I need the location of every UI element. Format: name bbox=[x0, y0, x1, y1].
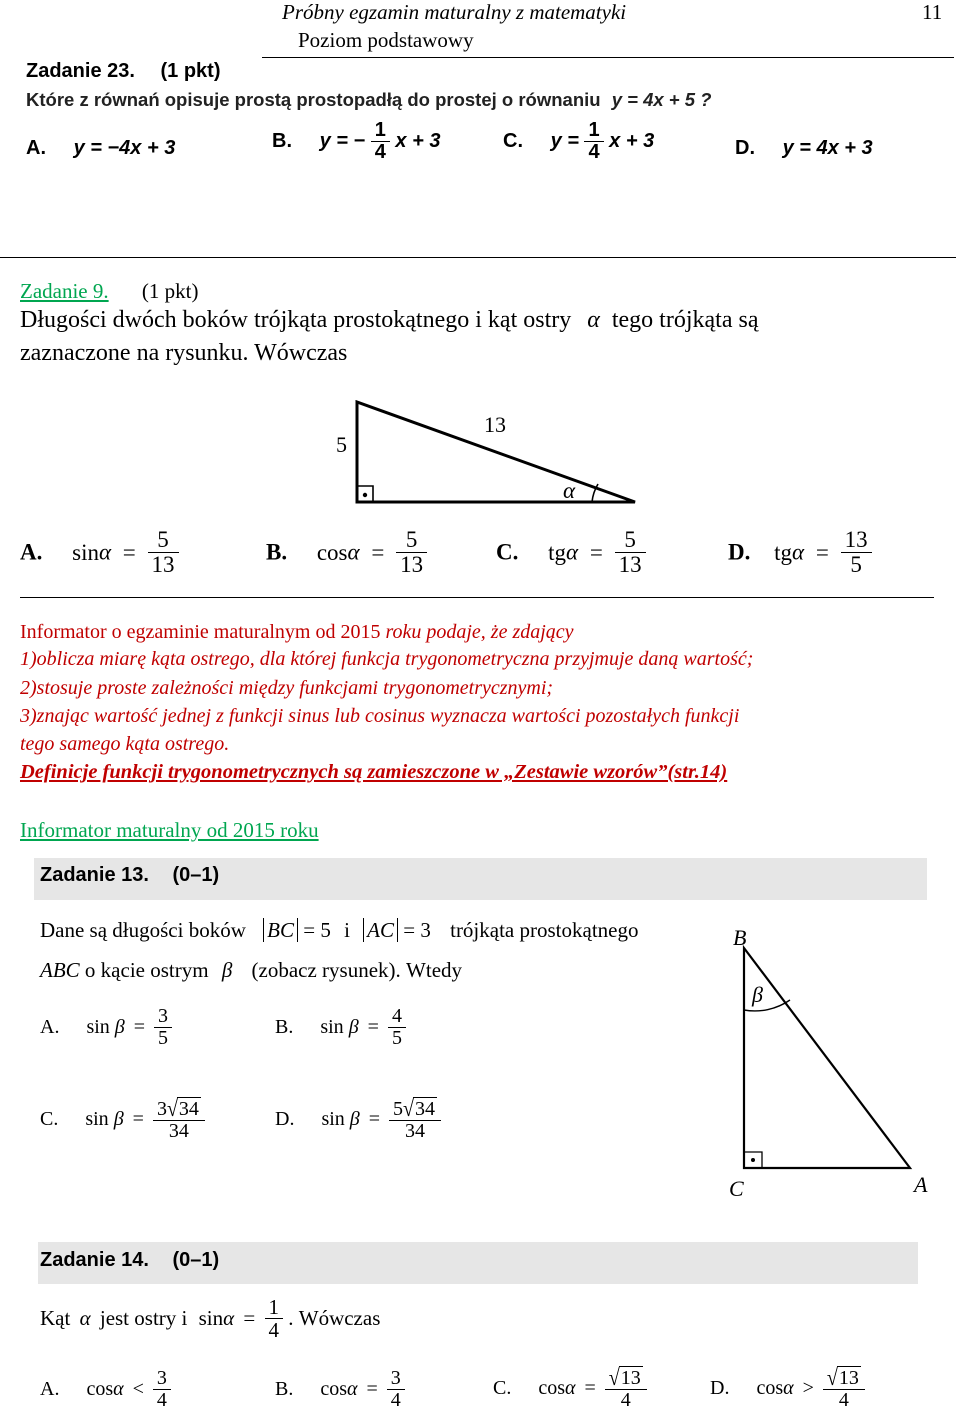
option-label: B. bbox=[275, 1016, 294, 1038]
option-label: C. bbox=[40, 1108, 59, 1130]
fraction-numerator: 5 bbox=[624, 527, 636, 552]
task-13-text-line2 bbox=[40, 958, 462, 983]
triangle-abc-shape bbox=[744, 948, 910, 1168]
task-13-triangle-figure bbox=[720, 940, 940, 1180]
fraction-denominator: 4 bbox=[265, 1318, 284, 1341]
informator-line-1: 1)oblicza miarę kąta ostrego, dla której funkcja trygonometryczna przyjmuje daną wartość; bbox=[20, 648, 754, 670]
sqrt-icon: √ bbox=[608, 1365, 620, 1391]
task-23-question bbox=[26, 89, 711, 111]
option-label: B. bbox=[266, 539, 288, 565]
fraction bbox=[396, 528, 427, 577]
fraction-denominator: 34 bbox=[153, 1120, 205, 1142]
alpha-symbol: α bbox=[566, 539, 579, 565]
fn-name: cos bbox=[320, 1378, 348, 1400]
task-14-text-end: . Wówczas bbox=[288, 1306, 381, 1331]
task-9-text-line2: zaznaczone na rysunku. Wówczas bbox=[20, 340, 348, 366]
fn-name: cos bbox=[86, 1378, 114, 1400]
task-23-option-c[interactable] bbox=[503, 120, 654, 163]
task-13-title: Zadanie 13. bbox=[40, 864, 149, 886]
option-label: D. bbox=[710, 1377, 730, 1399]
task-13-heading bbox=[40, 864, 219, 887]
fraction bbox=[153, 1368, 171, 1411]
task-23-points: (1 pkt) bbox=[160, 60, 221, 82]
alpha-symbol: α bbox=[792, 539, 805, 565]
option-label: D. bbox=[728, 539, 751, 565]
fraction bbox=[388, 1006, 406, 1049]
task-13-option-d[interactable] bbox=[275, 1097, 441, 1142]
fraction-numerator: 3 bbox=[390, 1367, 401, 1389]
option-math: y = 4x + 3 bbox=[782, 137, 873, 159]
task-13-option-a[interactable] bbox=[40, 1006, 172, 1049]
fraction bbox=[389, 1097, 441, 1142]
task-9-text-end: tego trójkąta są bbox=[611, 307, 759, 333]
option-label: B. bbox=[275, 1378, 294, 1400]
conjunction: i bbox=[344, 918, 350, 942]
coefficient: 5 bbox=[393, 1098, 404, 1120]
page-number: 11 bbox=[922, 0, 943, 24]
radicand: 13 bbox=[838, 1367, 859, 1389]
fraction bbox=[153, 1097, 205, 1142]
option-label: A. bbox=[26, 137, 46, 159]
vertex-b-label: B bbox=[733, 925, 747, 950]
alpha-symbol: α bbox=[347, 1378, 358, 1400]
fraction-denominator: 5 bbox=[841, 552, 872, 577]
task-14-option-a[interactable] bbox=[40, 1368, 171, 1411]
informator-lead-italic: roku podaje, że zdający bbox=[385, 621, 574, 643]
fn-name: cos bbox=[756, 1377, 784, 1399]
fraction-numerator: 3 bbox=[158, 1005, 169, 1027]
task-13-option-b[interactable] bbox=[275, 1006, 406, 1049]
beta-symbol: β bbox=[113, 1108, 124, 1130]
fn-name: sin bbox=[72, 539, 99, 565]
triangle-name: ABC bbox=[40, 958, 80, 982]
informator-line-4: tego samego kąta ostrego. bbox=[20, 733, 230, 755]
equals-sign: = bbox=[371, 539, 385, 565]
beta-symbol: β bbox=[114, 1016, 125, 1038]
fraction-denominator: 4 bbox=[605, 1389, 647, 1411]
fraction-denominator: 13 bbox=[615, 552, 646, 577]
relation-sign: < bbox=[132, 1378, 144, 1400]
informator-source-link[interactable]: Informator maturalny od 2015 roku bbox=[20, 818, 319, 842]
task-13-option-c[interactable] bbox=[40, 1097, 205, 1142]
task-9-link[interactable]: Zadanie 9. bbox=[20, 279, 109, 303]
task-14-points: (0–1) bbox=[172, 1249, 220, 1271]
task-9-text: Długości dwóch boków trójkąta prostokątnego i kąt ostry bbox=[20, 307, 572, 333]
segment-bc-value: = 5 bbox=[303, 918, 331, 942]
fraction bbox=[154, 1006, 172, 1049]
task-23-question-text: Które z równań opisuje prostą prostopadłą do prostej o równaniu bbox=[26, 89, 601, 110]
fn-name: sin bbox=[86, 1016, 110, 1038]
option-label: B. bbox=[272, 130, 292, 152]
option-math-tail: x + 3 bbox=[609, 130, 655, 152]
fraction-numerator: 5 bbox=[157, 527, 169, 552]
fn-name: sin bbox=[320, 1016, 344, 1038]
fraction bbox=[615, 528, 646, 577]
task-13-text-mid: o kącie ostrym bbox=[84, 958, 209, 982]
equals-sign: = bbox=[368, 1108, 381, 1130]
task-23-option-b[interactable] bbox=[272, 120, 440, 163]
fraction bbox=[387, 1368, 405, 1411]
equals-sign: = bbox=[122, 539, 136, 565]
angle-beta-label: β bbox=[752, 982, 763, 1007]
task-14-heading bbox=[40, 1249, 219, 1272]
vertex-c-label: C bbox=[729, 1176, 744, 1201]
option-label: A. bbox=[20, 539, 43, 565]
equals-sign: = bbox=[589, 539, 603, 565]
fraction-denominator: 4 bbox=[371, 141, 390, 163]
option-label: A. bbox=[40, 1016, 60, 1038]
fn-name: tg bbox=[548, 539, 567, 565]
alpha-symbol: α bbox=[783, 1377, 794, 1399]
task-9-text-line1 bbox=[20, 307, 758, 334]
fraction-denominator: 4 bbox=[584, 141, 603, 163]
alpha-symbol: α bbox=[98, 539, 112, 565]
right-angle-dot bbox=[363, 493, 367, 497]
section-divider bbox=[0, 257, 956, 258]
fraction-denominator: 5 bbox=[154, 1027, 172, 1049]
option-label: A. bbox=[40, 1378, 60, 1400]
coefficient: 3 bbox=[156, 1098, 167, 1120]
task-9-option-d[interactable] bbox=[728, 528, 872, 577]
vertex-a-label: A bbox=[914, 1172, 928, 1197]
option-label: C. bbox=[503, 130, 523, 152]
fraction-denominator: 13 bbox=[396, 552, 427, 577]
fn-name: tg bbox=[774, 539, 793, 565]
option-label: D. bbox=[275, 1108, 295, 1130]
informator-line-3: 3)znając wartość jednej z funkcji sinus lub cosinus wyznacza wartości pozostałych funkcji bbox=[20, 705, 740, 727]
option-label: C. bbox=[493, 1377, 512, 1399]
fraction-numerator: 3 bbox=[156, 1367, 167, 1389]
sqrt-icon: √ bbox=[826, 1365, 838, 1391]
segment-ac: AC bbox=[363, 918, 398, 942]
informator-lead bbox=[20, 621, 574, 644]
fraction-denominator: 13 bbox=[148, 552, 179, 577]
equals-sign: = bbox=[815, 539, 829, 565]
fraction bbox=[823, 1366, 865, 1411]
radicand: 34 bbox=[415, 1098, 436, 1120]
task-14-option-b[interactable] bbox=[275, 1368, 405, 1411]
task-14-option-d[interactable] bbox=[710, 1366, 865, 1411]
alpha-symbol: α bbox=[223, 1306, 235, 1331]
beta-symbol: β bbox=[348, 1016, 359, 1038]
fn-name: cos bbox=[538, 1377, 566, 1399]
sqrt-icon: √ bbox=[166, 1096, 178, 1122]
task-13-text: Dane są długości boków bbox=[40, 918, 246, 942]
alpha-symbol: α bbox=[113, 1378, 124, 1400]
header-subtitle: Poziom podstawowy bbox=[298, 28, 474, 52]
fraction-numerator: 1 bbox=[268, 1295, 279, 1319]
task-14-text-mid: jest ostry i bbox=[99, 1306, 188, 1331]
task-13-text-end: (zobacz rysunek). Wtedy bbox=[251, 958, 463, 982]
alpha-symbol: α bbox=[587, 307, 600, 333]
task-9-points: (1 pkt) bbox=[141, 279, 199, 303]
fraction-numerator: 1 bbox=[374, 119, 386, 141]
fraction bbox=[371, 120, 390, 163]
fraction bbox=[605, 1366, 647, 1411]
beta-symbol: β bbox=[349, 1108, 360, 1130]
segment-ac-value: = 3 bbox=[403, 918, 431, 942]
task-9-option-a[interactable] bbox=[20, 528, 179, 577]
fn-name: sin bbox=[321, 1108, 345, 1130]
task-9-option-b[interactable] bbox=[266, 528, 427, 577]
beta-symbol: β bbox=[221, 958, 233, 982]
fraction-numerator: 4 bbox=[391, 1005, 402, 1027]
relation-sign: = bbox=[584, 1377, 596, 1399]
right-angle-dot bbox=[751, 1158, 755, 1162]
task-9-option-c[interactable] bbox=[496, 528, 646, 577]
radicand: 13 bbox=[620, 1367, 641, 1389]
option-label: D. bbox=[735, 137, 755, 159]
informator-line-2: 2)stosuje proste zależności między funkcjami trygonometrycznymi; bbox=[20, 677, 554, 699]
task-14-text: Kąt α jest ostry i sinα = $\frac{1}{4}$ . Wówczas bbox=[40, 1295, 381, 1343]
fraction-denominator: 4 bbox=[823, 1389, 865, 1411]
label-hypotenuse-13: 13 bbox=[484, 412, 506, 437]
task-13-points: (0–1) bbox=[172, 864, 220, 886]
alpha-symbol: α bbox=[347, 539, 360, 565]
sqrt-icon: √ bbox=[403, 1096, 415, 1122]
fraction bbox=[265, 1296, 284, 1341]
task-14-option-c[interactable] bbox=[493, 1366, 647, 1411]
equals-sign: = bbox=[367, 1016, 379, 1038]
alpha-symbol: α bbox=[79, 1306, 91, 1331]
alpha-symbol: α bbox=[565, 1377, 576, 1399]
header-rule bbox=[262, 57, 954, 58]
fraction bbox=[841, 528, 872, 577]
option-math: y = −4x + 3 bbox=[73, 137, 176, 159]
task-13-text-end: trójkąta prostokątnego bbox=[450, 918, 639, 942]
section-divider bbox=[20, 597, 934, 598]
task-23-title: Zadanie 23. bbox=[26, 60, 135, 82]
fraction-denominator: 4 bbox=[387, 1389, 405, 1411]
task-23-equation: y = 4x + 5 ? bbox=[611, 89, 712, 110]
task-9-heading bbox=[20, 279, 198, 304]
task-23-heading bbox=[26, 60, 221, 83]
fn-name: cos bbox=[316, 539, 348, 565]
relation-sign: > bbox=[802, 1377, 814, 1399]
fraction-numerator: 1 bbox=[588, 119, 600, 141]
option-math: y = − bbox=[319, 130, 366, 152]
option-math: y = bbox=[550, 130, 579, 152]
informator-lead-normal: Informator o egzaminie maturalnym od 2015 bbox=[20, 621, 381, 643]
task-14-title: Zadanie 14. bbox=[40, 1249, 149, 1271]
fraction-denominator: 5 bbox=[388, 1027, 406, 1049]
formulas-definitions-link[interactable]: Definicje funkcji trygonometrycznych są zamieszczone w „Zestawie wzorów”(str.14) bbox=[20, 761, 728, 783]
label-angle-alpha: α bbox=[563, 478, 576, 503]
task-23-option-d[interactable] bbox=[735, 137, 873, 160]
fraction-numerator: 5 bbox=[405, 527, 418, 552]
header-title: Próbny egzamin maturalny z matematyki bbox=[282, 0, 627, 24]
segment-bc: BC bbox=[263, 918, 298, 942]
label-side-5: 5 bbox=[336, 432, 347, 457]
equals-sign: = bbox=[132, 1108, 144, 1130]
task-13-text-line1 bbox=[40, 918, 638, 943]
option-label: C. bbox=[496, 539, 519, 565]
radicand: 34 bbox=[178, 1098, 199, 1120]
task-14-text-pre: Kąt bbox=[40, 1306, 71, 1331]
equals-sign: = bbox=[133, 1016, 146, 1038]
relation-sign: = bbox=[366, 1378, 378, 1400]
fn-name: sin bbox=[85, 1108, 109, 1130]
fraction-numerator: 13 bbox=[844, 527, 868, 552]
fraction-denominator: 4 bbox=[153, 1389, 171, 1411]
option-math-tail: x + 3 bbox=[395, 130, 441, 152]
fraction bbox=[584, 120, 603, 163]
fn-name: sin bbox=[198, 1306, 224, 1331]
fraction bbox=[148, 528, 179, 577]
task-23-option-a[interactable] bbox=[26, 137, 175, 160]
fraction-denominator: 34 bbox=[389, 1120, 441, 1142]
